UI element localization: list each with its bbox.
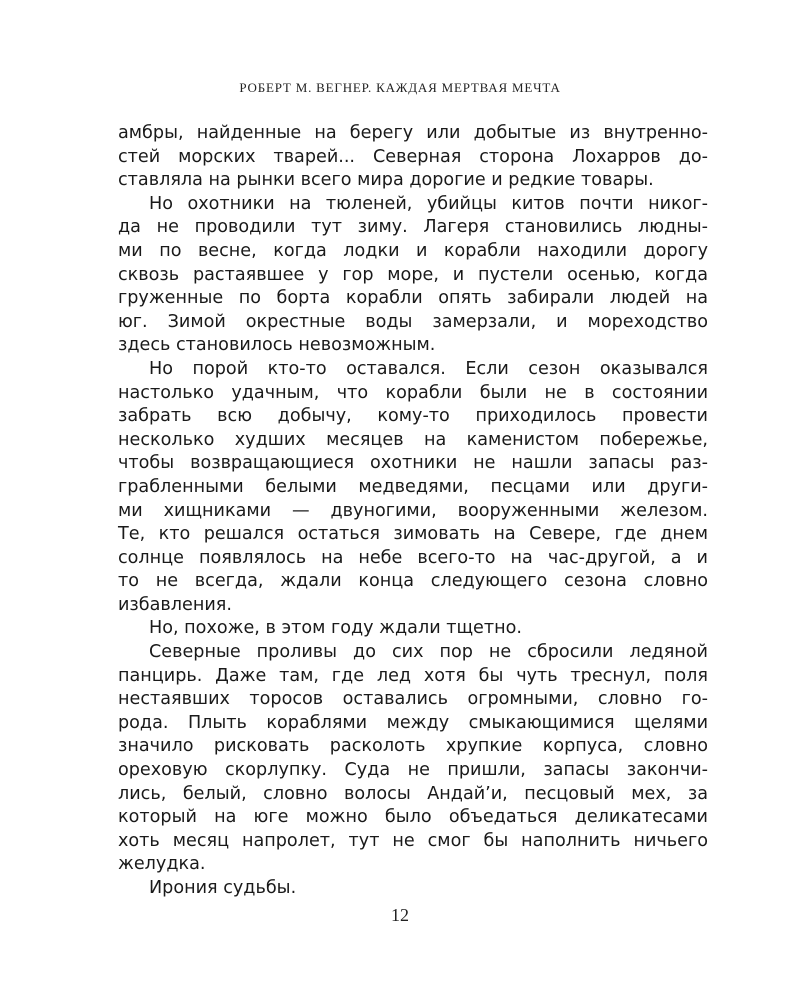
- text-line: юг. Зимой окрестные воды замерзали, и мореходство: [118, 311, 708, 332]
- text-line: груженные по борта корабли опять забирали людей на: [118, 288, 708, 309]
- text-line: то не всегда, ждали конца следующего сезона словно: [118, 571, 708, 592]
- text-line: ми по весне, когда лодки и корабли находили дорогу: [118, 240, 708, 261]
- text-line: грабленными белыми медведями, песцами или други-: [118, 476, 708, 497]
- text-line: ставляла на рынки всего мира дорогие и редкие товары.: [118, 170, 654, 191]
- running-header: РОБЕРТ М. ВЕГНЕР. КАЖДАЯ МЕРТВАЯ МЕЧТА: [239, 80, 561, 95]
- text-line: Но порой кто-то оставался. Если сезон оказывался: [149, 358, 708, 379]
- text-line: амбры, найденные на берегу или добытые из внутренно-: [118, 123, 708, 143]
- text-line: который на юге можно было объедаться деликатесами: [118, 807, 708, 828]
- text-line: хоть месяц напролет, тут не смог бы наполнить ничьего: [118, 830, 708, 851]
- text-line: ореховую скорлупку. Суда не пришли, запасы закончи-: [118, 760, 708, 781]
- text-line: нестаявших торосов оставались огромными, словно го-: [118, 689, 708, 710]
- text-line: Ирония судьбы.: [149, 878, 297, 898]
- text-line: лись, белый, словно волосы Андай’и, песцовый мех, за: [118, 783, 708, 804]
- text-line: чтобы возвращающиеся охотники не нашли запасы раз-: [118, 453, 708, 474]
- text-line: ми хищниками — двуногими, вооруженными железом.: [118, 500, 708, 521]
- text-line: Те, кто решался остаться зимовать на Севере, где днем: [118, 524, 708, 545]
- text-line: несколько худших месяцев на каменистом побережье,: [118, 429, 708, 450]
- text-line: панцирь. Даже там, где лед хотя бы чуть треснул, поля: [118, 665, 708, 686]
- text-line: солнце появлялось на небе всего-то на час-другой, а и: [118, 547, 708, 568]
- text-line: Но, похоже, в этом году ждали тщетно.: [149, 618, 522, 639]
- text-line: желудка.: [118, 854, 206, 875]
- text-line: настолько удачным, что корабли были не в состоянии: [118, 382, 708, 403]
- text-line: да не проводили тут зиму. Лагеря становились людны-: [118, 217, 708, 238]
- text-line: Северные проливы до сих пор не сбросили ледяной: [149, 642, 708, 663]
- text-line: рода. Плыть кораблями между смыкающимися щелями: [118, 712, 708, 733]
- text-line: сквозь растаявшее у гор море, и пустели осенью, когда: [118, 264, 708, 285]
- text-line: избавления.: [118, 594, 232, 615]
- text-line: здесь становилось невозможным.: [118, 335, 436, 356]
- text-line: Но охотники на тюленей, убийцы китов почти никог-: [149, 193, 708, 214]
- text-line: стей морских тварей... Северная сторона Лохарров до-: [118, 146, 708, 167]
- text-line: значило рисковать расколоть хрупкие корпуса, словно: [118, 736, 708, 757]
- page-number: 12: [391, 905, 409, 925]
- body-text: [118, 122, 708, 901]
- text-line: забрать всю добычу, кому-то приходилось провести: [118, 406, 708, 427]
